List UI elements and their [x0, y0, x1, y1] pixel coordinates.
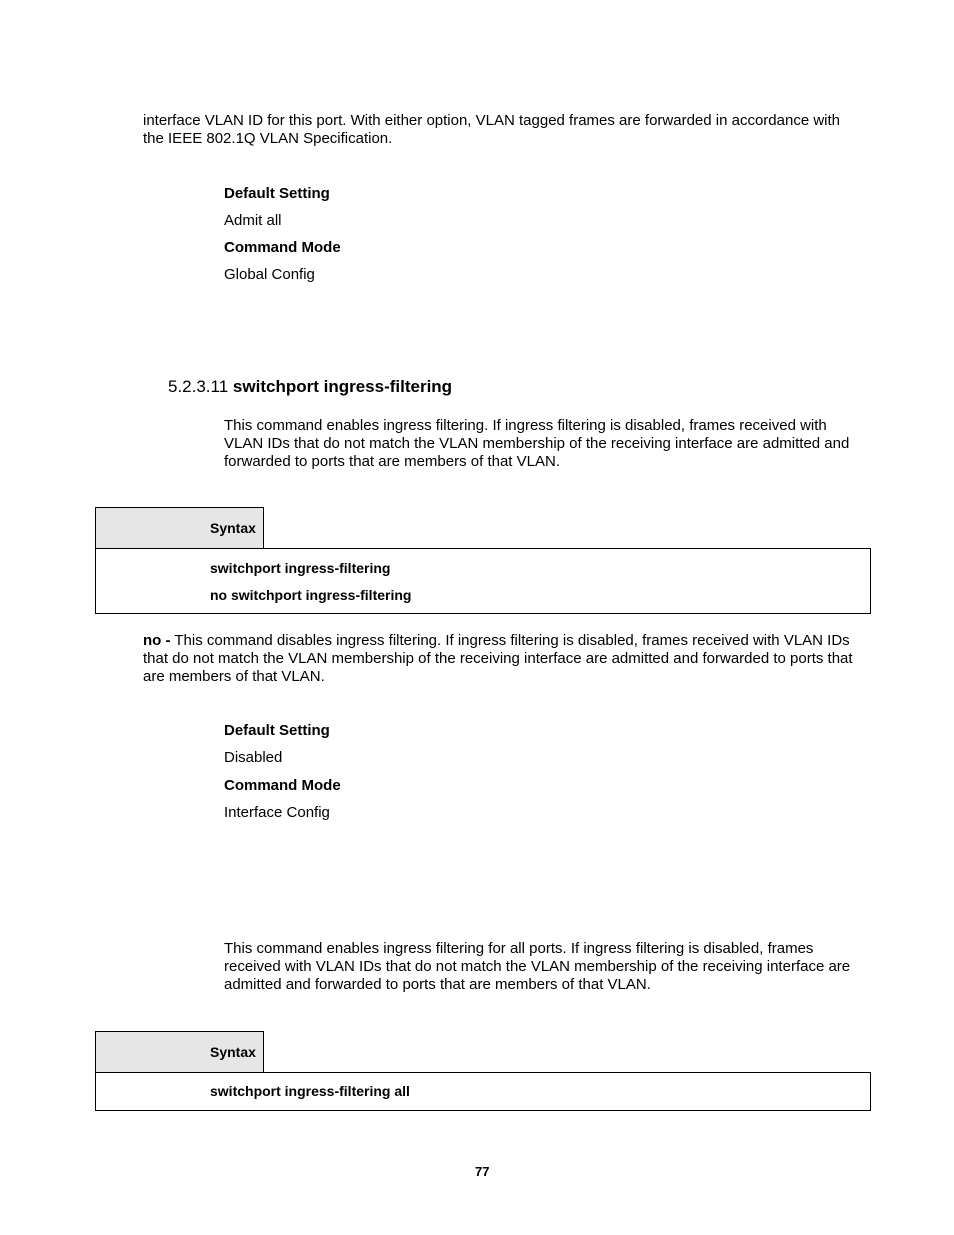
section-description: This command enables ingress filtering. If ingress filtering is disabled, frames received with VLAN IDs that do not match the VLAN membership of the receiving interface are admitted and forwarded to ports that are members of that VLAN.	[224, 417, 850, 470]
syntax-command: switchport ingress-filtering	[210, 560, 391, 576]
command-mode-value: Interface Config	[224, 804, 330, 821]
syntax-label: Syntax	[210, 1044, 256, 1060]
syntax-box	[95, 1072, 871, 1111]
command-mode-value: Global Config	[224, 266, 315, 283]
command-mode-label: Command Mode	[224, 777, 341, 794]
default-setting-value: Admit all	[224, 212, 282, 229]
section-heading	[168, 377, 452, 397]
section-title: switchport ingress-filtering	[232, 377, 453, 396]
command-mode-label: Command Mode	[224, 239, 341, 256]
section-number: 5.2.3.11	[168, 377, 229, 396]
default-setting-value: Disabled	[224, 749, 283, 766]
no-prefix: no -	[143, 632, 171, 649]
syntax-command: no switchport ingress-filtering	[210, 587, 412, 603]
syntax-label: Syntax	[210, 520, 256, 536]
section2-description: This command enables ingress filtering for all ports. If ingress filtering is disabled, frames received with VLAN IDs that do not match the VLAN membership of the receiving interface are admitted and forwarded to ports that are members of that VLAN.	[224, 940, 851, 993]
no-form-paragraph	[143, 632, 858, 686]
syntax-tab	[95, 1031, 264, 1073]
default-setting-label: Default Setting	[224, 185, 330, 202]
syntax-tab	[95, 507, 264, 549]
no-form-text: This command disables ingress filtering. If ingress filtering is disabled, frames received with VLAN IDs that do not match the VLAN membership of the receiving interface are admitted and forwarded to ports that are members of that VLAN.	[143, 632, 853, 685]
intro-paragraph: interface VLAN ID for this port. With either option, VLAN tagged frames are forwarded in accordance with the IEEE 802.1Q VLAN Specification.	[143, 112, 841, 147]
syntax-box	[95, 548, 871, 614]
default-setting-label: Default Setting	[224, 722, 330, 739]
syntax-command: switchport ingress-filtering all	[210, 1083, 410, 1099]
page-number: 77	[475, 1164, 490, 1179]
